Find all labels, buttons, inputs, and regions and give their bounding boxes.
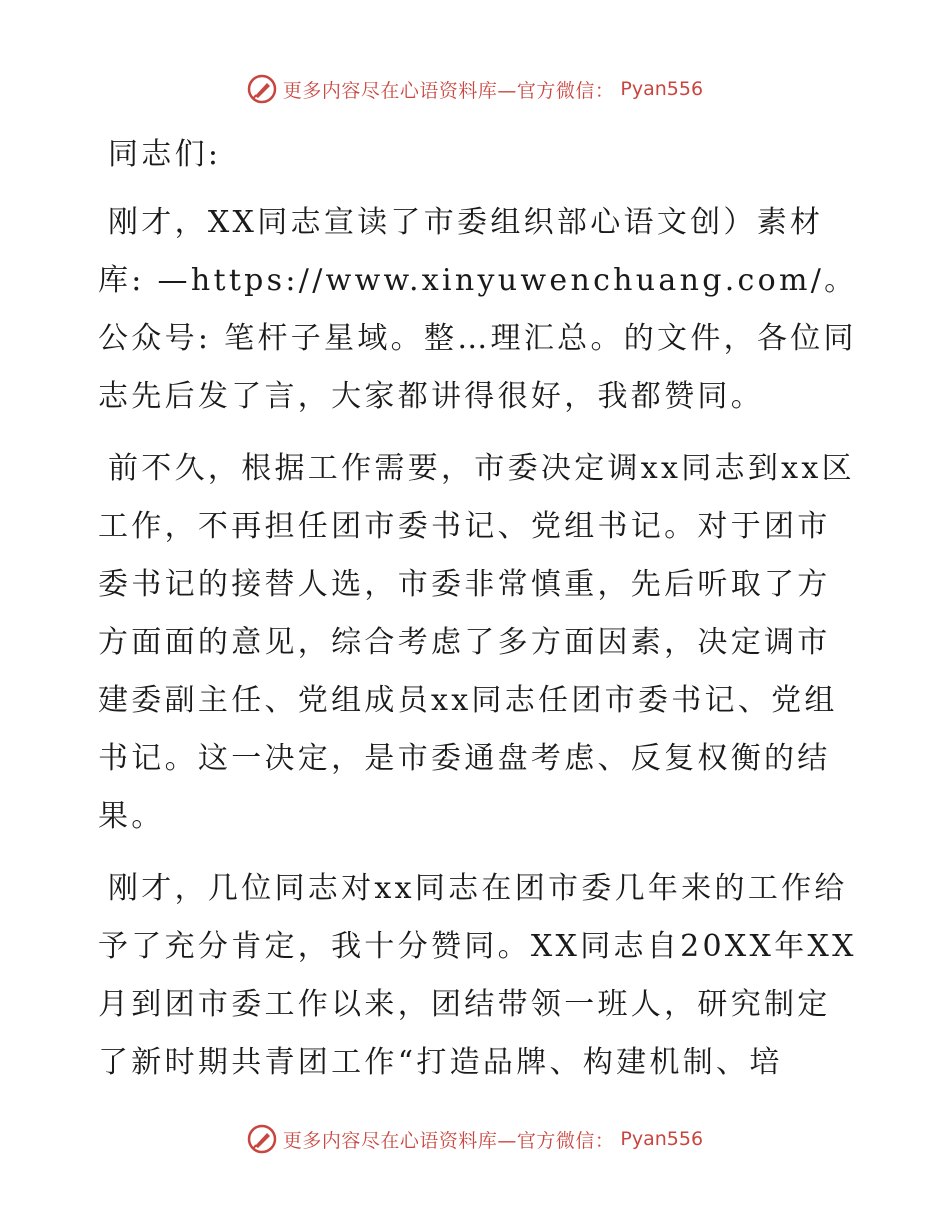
paragraph-2: 前不久，根据工作需要，市委决定调xx同志到xx区工作，不再担任团市委书记、党组书记。对于团市委书记的接替人选，市委非常慎重，先后听取了方方面面的意见，综合考虑了多方面因素，决定调市建委副主任、党组成员xx同志任团市委书记、党组书记。这一决定，是市委通盘考虑、反复权衡的结果。 — [98, 451, 855, 834]
watermark-account: Pyan556 — [620, 78, 704, 100]
footer-watermark — [0, 1124, 950, 1154]
watermark-text: 更多内容尽在心语资料库—官方微信： — [282, 1129, 615, 1152]
watermark-account: Pyan556 — [620, 1128, 704, 1150]
paragraph-3: 刚才，几位同志对xx同志在团市委几年来的工作给予了充分肯定，我十分赞同。XX同志自20XX年XX月到团市委工作以来，团结带领一班人，研究制定了新时期共青团工作“打造品牌、构建机制、培 — [98, 871, 857, 1080]
header-watermark — [0, 74, 950, 104]
greeting: 同志们: — [108, 137, 222, 172]
watermark-text: 更多内容尽在心语资料库—官方微信： — [282, 79, 615, 102]
document-body — [98, 126, 858, 1106]
quill-logo-icon — [247, 74, 277, 104]
paragraph-1: 刚才，XX同志宣读了市委组织部心语文创）素材库: —https://www.xinyuwenchuang.com/。公众号: 笔杆子星域。整…理汇总。的文件，各位同志先后发了言，大家都讲得很好，我都赞同。 — [98, 205, 858, 414]
quill-logo-icon — [247, 1124, 277, 1154]
